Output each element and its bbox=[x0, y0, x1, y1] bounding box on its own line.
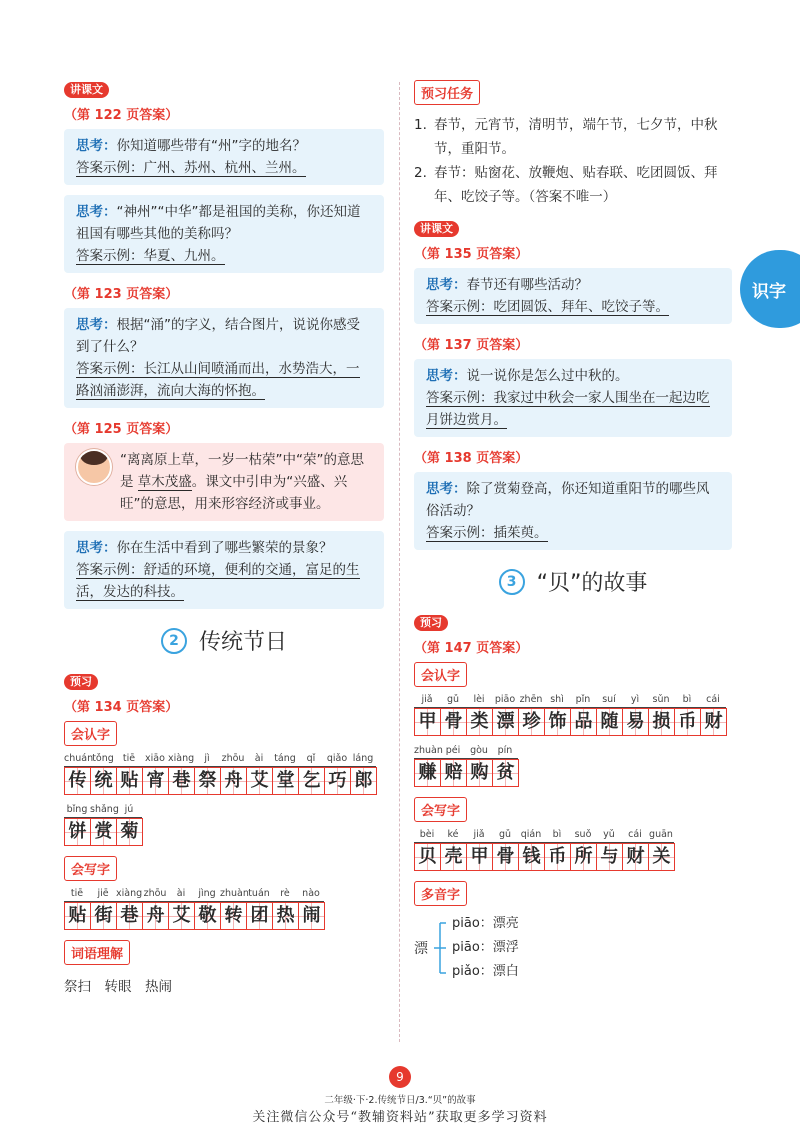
question-box: 思考：说一说你是怎么过中秋的。 答案示例：我家过中秋会一家人围坐在一起边吃月饼边赏月。 bbox=[414, 359, 732, 437]
section-title: 2 传统节日 bbox=[64, 625, 384, 656]
char-grid bbox=[64, 752, 384, 795]
char-cell bbox=[168, 752, 194, 795]
pinyin: xiàng bbox=[116, 887, 142, 902]
hanzi: 街 bbox=[90, 902, 117, 930]
char-grid bbox=[414, 744, 732, 787]
page-138-heading: （第 138 页答案） bbox=[414, 451, 529, 466]
write-chars-tag: 会写字 bbox=[64, 856, 117, 881]
pinyin: chuán bbox=[64, 752, 90, 767]
hanzi: 贴 bbox=[64, 902, 91, 930]
char-cell bbox=[64, 803, 90, 846]
hanzi: 饼 bbox=[64, 818, 91, 846]
hanzi: 舟 bbox=[142, 902, 169, 930]
char-cell bbox=[570, 693, 596, 736]
pinyin: zhōu bbox=[220, 752, 246, 767]
hanzi: 钱 bbox=[518, 843, 545, 871]
pinyin: péi bbox=[440, 744, 466, 759]
page-147-heading: （第 147 页答案） bbox=[414, 641, 529, 656]
hanzi: 骨 bbox=[492, 843, 519, 871]
tip-box: “离离原上草，一岁一枯荣”中“荣”的意思是 草木茂盛。课文中引申为“兴盛、兴旺”的意思，用来形容经济或事业。 bbox=[64, 443, 384, 521]
question-box: 思考：根据“涌”的字义，结合图片，说说你感受到了什么？ 答案示例：长江从山间喷涌而出，水势浩大，一路汹涌澎湃，流向大海的怀抱。 bbox=[64, 308, 384, 408]
word-list: 祭扫 转眼 热闹 bbox=[64, 979, 172, 995]
pinyin: bì bbox=[544, 828, 570, 843]
hanzi: 郎 bbox=[350, 767, 377, 795]
hanzi: 转 bbox=[220, 902, 247, 930]
hanzi: 艾 bbox=[168, 902, 195, 930]
char-cell bbox=[440, 744, 466, 787]
pinyin: guān bbox=[648, 828, 674, 843]
hanzi: 祭 bbox=[194, 767, 221, 795]
question-box: 思考：你知道哪些带有“州”字的地名？ 答案示例：广州、苏州、杭州、兰州。 bbox=[64, 129, 384, 185]
pinyin: gòu bbox=[466, 744, 492, 759]
char-cell bbox=[194, 752, 220, 795]
pinyin: nào bbox=[298, 887, 324, 902]
question-box: 思考：“神州”“中华”都是祖国的美称，你还知道祖国有哪些其他的美称吗？ 答案示例：华夏、九州。 bbox=[64, 195, 384, 273]
pinyin: bǐng bbox=[64, 803, 90, 818]
pinyin: pín bbox=[492, 744, 518, 759]
hanzi: 珍 bbox=[518, 708, 545, 736]
hanzi: 贝 bbox=[414, 843, 441, 871]
hanzi: 骨 bbox=[440, 708, 467, 736]
fill-blank: 草木茂盛 bbox=[137, 474, 192, 490]
pinyin: jiǎ bbox=[466, 828, 492, 843]
hanzi: 赚 bbox=[414, 759, 441, 787]
pinyin: jìng bbox=[194, 887, 220, 902]
hanzi: 漂 bbox=[492, 708, 519, 736]
hanzi: 敬 bbox=[194, 902, 221, 930]
char-cell bbox=[168, 887, 194, 930]
pinyin: cái bbox=[622, 828, 648, 843]
answer-line: 答案示例：广州、苏州、杭州、兰州。 bbox=[76, 160, 306, 176]
recognize-chars-tag: 会认字 bbox=[64, 721, 117, 746]
hanzi: 与 bbox=[596, 843, 623, 871]
char-cell bbox=[90, 803, 119, 846]
polyphone-reading: piǎo：漂白 bbox=[452, 964, 519, 979]
char-cell bbox=[90, 887, 116, 930]
pinyin: tiē bbox=[64, 887, 90, 902]
hanzi: 热 bbox=[272, 902, 299, 930]
write-chars-tag: 会写字 bbox=[414, 797, 467, 822]
pinyin: xiāo bbox=[142, 752, 168, 767]
preview-stamp: 预习 bbox=[64, 674, 98, 690]
char-cell bbox=[466, 828, 492, 871]
hanzi: 宵 bbox=[142, 767, 169, 795]
hanzi: 币 bbox=[544, 843, 571, 871]
char-cell bbox=[570, 828, 596, 871]
hanzi: 贴 bbox=[116, 767, 143, 795]
char-cell bbox=[466, 693, 492, 736]
char-cell bbox=[648, 828, 674, 871]
hanzi: 所 bbox=[570, 843, 597, 871]
student-avatar-icon bbox=[76, 449, 112, 485]
char-cell bbox=[142, 887, 168, 930]
answer-line: 答案示例：插茱萸。 bbox=[426, 525, 548, 541]
char-grid bbox=[414, 693, 732, 736]
recognize-chars-tag: 会认字 bbox=[414, 662, 467, 687]
char-cell bbox=[246, 887, 272, 930]
char-cell bbox=[116, 752, 142, 795]
hanzi: 贫 bbox=[492, 759, 519, 787]
hanzi: 菊 bbox=[116, 818, 143, 846]
pinyin: qiǎo bbox=[324, 752, 350, 767]
hanzi: 易 bbox=[622, 708, 649, 736]
char-cell bbox=[622, 828, 648, 871]
answer-line: 答案示例：我家过中秋会一家人围坐在一起边吃月饼边赏月。 bbox=[426, 390, 710, 428]
pinyin: qián bbox=[518, 828, 544, 843]
hanzi: 随 bbox=[596, 708, 623, 736]
page-122-heading: （第 122 页答案） bbox=[64, 108, 179, 123]
column-divider bbox=[399, 82, 400, 1042]
hanzi: 品 bbox=[570, 708, 597, 736]
pinyin: sǔn bbox=[648, 693, 674, 708]
pinyin: cái bbox=[700, 693, 726, 708]
pinyin: suí bbox=[596, 693, 622, 708]
char-cell bbox=[700, 693, 726, 736]
right-column bbox=[414, 80, 732, 984]
question-box: 思考：除了赏菊登高，你还知道重阳节的哪些风俗活动？ 答案示例：插茱萸。 bbox=[414, 472, 732, 550]
page-137-heading: （第 137 页答案） bbox=[414, 338, 529, 353]
pinyin: tǒng bbox=[90, 752, 116, 767]
char-cell bbox=[492, 828, 518, 871]
lesson-stamp: 讲课文 bbox=[414, 221, 459, 237]
footer-promo: 关注微信公众号“教辅资料站”获取更多学习资料 bbox=[252, 1110, 548, 1125]
pinyin: láng bbox=[350, 752, 376, 767]
section-title: 3 “贝”的故事 bbox=[414, 566, 732, 597]
pinyin: ài bbox=[246, 752, 272, 767]
char-cell bbox=[544, 693, 570, 736]
pinyin: tuán bbox=[246, 887, 272, 902]
pinyin: táng bbox=[272, 752, 298, 767]
pinyin: jú bbox=[116, 803, 142, 818]
pinyin: bèi bbox=[414, 828, 440, 843]
pinyin: pǐn bbox=[570, 693, 596, 708]
hanzi: 财 bbox=[700, 708, 727, 736]
pinyin: gǔ bbox=[440, 693, 466, 708]
pinyin: zhōu bbox=[142, 887, 168, 902]
hanzi: 币 bbox=[674, 708, 701, 736]
lesson-stamp: 讲课文 bbox=[64, 82, 109, 98]
char-cell bbox=[492, 744, 518, 787]
hanzi: 传 bbox=[64, 767, 91, 795]
left-column bbox=[64, 78, 384, 995]
char-cell bbox=[674, 693, 700, 736]
page-135-heading: （第 135 页答案） bbox=[414, 247, 529, 262]
hanzi: 巧 bbox=[324, 767, 351, 795]
char-cell bbox=[116, 803, 142, 846]
char-cell bbox=[298, 752, 324, 795]
hanzi: 团 bbox=[246, 902, 273, 930]
char-cell bbox=[492, 693, 518, 736]
answer-line: 答案示例：舒适的环境，便利的交通，富足的生活，发达的科技。 bbox=[76, 562, 360, 600]
answer-line: 答案示例：吃团圆饭、拜年、吃饺子等。 bbox=[426, 299, 669, 315]
pinyin: zhuàn bbox=[220, 887, 246, 902]
pinyin: jì bbox=[194, 752, 220, 767]
char-cell bbox=[298, 887, 324, 930]
char-cell bbox=[116, 887, 142, 930]
char-cell bbox=[220, 752, 246, 795]
pinyin: zhuàn bbox=[414, 744, 440, 759]
pinyin: shǎng bbox=[90, 803, 116, 818]
polyphone-reading: piāo：漂亮 bbox=[452, 916, 519, 931]
char-cell bbox=[596, 693, 622, 736]
question-box: 思考：春节还有哪些活动？ 答案示例：吃团圆饭、拜年、吃饺子等。 bbox=[414, 268, 732, 324]
hanzi: 关 bbox=[648, 843, 675, 871]
answer-line: 答案示例：长江从山间喷涌而出，水势浩大，一路汹涌澎湃，流向大海的怀抱。 bbox=[76, 361, 360, 399]
char-cell bbox=[440, 828, 466, 871]
pinyin: tiē bbox=[116, 752, 142, 767]
pinyin: piāo bbox=[492, 693, 518, 708]
question-box: 思考：你在生活中看到了哪些繁荣的景象？ 答案示例：舒适的环境，便利的交通，富足的生活，发达的科技。 bbox=[64, 531, 384, 609]
word-meaning-tag: 词语理解 bbox=[64, 940, 130, 965]
hanzi: 闹 bbox=[298, 902, 325, 930]
char-cell bbox=[414, 744, 443, 787]
page-134-heading: （第 134 页答案） bbox=[64, 700, 179, 715]
hanzi: 甲 bbox=[414, 708, 441, 736]
section-number-badge: 2 bbox=[161, 628, 187, 654]
bracket-icon bbox=[432, 917, 448, 979]
polyphone-char: 漂 bbox=[414, 941, 428, 957]
hanzi: 堂 bbox=[272, 767, 299, 795]
answer-line: 答案示例：华夏、九州。 bbox=[76, 248, 225, 264]
preview-task-tag: 预习任务 bbox=[414, 80, 480, 105]
hanzi: 壳 bbox=[440, 843, 467, 871]
page-125-heading: （第 125 页答案） bbox=[64, 422, 179, 437]
char-cell bbox=[272, 887, 298, 930]
char-cell bbox=[194, 887, 220, 930]
pinyin: yǔ bbox=[596, 828, 622, 843]
pinyin: ké bbox=[440, 828, 466, 843]
hanzi: 购 bbox=[466, 759, 493, 787]
hanzi: 损 bbox=[648, 708, 675, 736]
char-cell bbox=[142, 752, 168, 795]
pinyin: zhēn bbox=[518, 693, 544, 708]
polyphone-reading: piāo：漂浮 bbox=[452, 940, 519, 955]
char-cell bbox=[220, 887, 249, 930]
hanzi: 巷 bbox=[168, 767, 195, 795]
pinyin: jiē bbox=[90, 887, 116, 902]
char-cell bbox=[414, 828, 440, 871]
hanzi: 乞 bbox=[298, 767, 325, 795]
hanzi: 舟 bbox=[220, 767, 247, 795]
hanzi: 赏 bbox=[90, 818, 117, 846]
pinyin: qǐ bbox=[298, 752, 324, 767]
side-tab-literacy[interactable]: 识字 bbox=[740, 250, 800, 328]
char-grid bbox=[64, 887, 384, 930]
pinyin: ài bbox=[168, 887, 194, 902]
hanzi: 赔 bbox=[440, 759, 467, 787]
char-cell bbox=[414, 693, 440, 736]
hanzi: 艾 bbox=[246, 767, 273, 795]
footer-caption: 二年级·下·2.传统节日/3.“贝”的故事 bbox=[324, 1095, 476, 1106]
pinyin: bì bbox=[674, 693, 700, 708]
pinyin: lèi bbox=[466, 693, 492, 708]
char-cell bbox=[246, 752, 272, 795]
char-cell bbox=[518, 828, 544, 871]
preview-stamp: 预习 bbox=[414, 615, 448, 631]
hanzi: 统 bbox=[90, 767, 117, 795]
task-list: 1. 春节，元宵节，清明节，端午节，七夕节，中秋节，重阳节。 2. 春节：贴窗花、放鞭炮、贴春联、吃团圆饭、拜年、吃饺子等。（答案不唯一） bbox=[414, 117, 718, 205]
hanzi: 财 bbox=[622, 843, 649, 871]
char-cell bbox=[272, 752, 298, 795]
polyphone-block bbox=[414, 912, 732, 984]
page-number: 9 bbox=[389, 1066, 411, 1088]
char-cell bbox=[466, 744, 492, 787]
char-cell bbox=[622, 693, 648, 736]
pinyin: gǔ bbox=[492, 828, 518, 843]
char-cell bbox=[64, 887, 90, 930]
char-cell bbox=[440, 693, 466, 736]
char-cell bbox=[596, 828, 622, 871]
hanzi: 巷 bbox=[116, 902, 143, 930]
pinyin: yì bbox=[622, 693, 648, 708]
hanzi: 类 bbox=[466, 708, 493, 736]
char-cell bbox=[90, 752, 116, 795]
polyphone-tag: 多音字 bbox=[414, 881, 467, 906]
char-cell bbox=[350, 752, 376, 795]
pinyin: xiàng bbox=[168, 752, 194, 767]
pinyin: jiǎ bbox=[414, 693, 440, 708]
char-cell bbox=[544, 828, 570, 871]
pinyin: shì bbox=[544, 693, 570, 708]
hanzi: 甲 bbox=[466, 843, 493, 871]
page-123-heading: （第 123 页答案） bbox=[64, 287, 179, 302]
char-cell bbox=[518, 693, 544, 736]
char-grid bbox=[64, 803, 384, 846]
section-number-badge: 3 bbox=[499, 569, 525, 595]
char-cell bbox=[648, 693, 674, 736]
char-grid bbox=[414, 828, 732, 871]
pinyin: rè bbox=[272, 887, 298, 902]
char-cell bbox=[64, 752, 94, 795]
hanzi: 饰 bbox=[544, 708, 571, 736]
char-cell bbox=[324, 752, 350, 795]
pinyin: suǒ bbox=[570, 828, 596, 843]
